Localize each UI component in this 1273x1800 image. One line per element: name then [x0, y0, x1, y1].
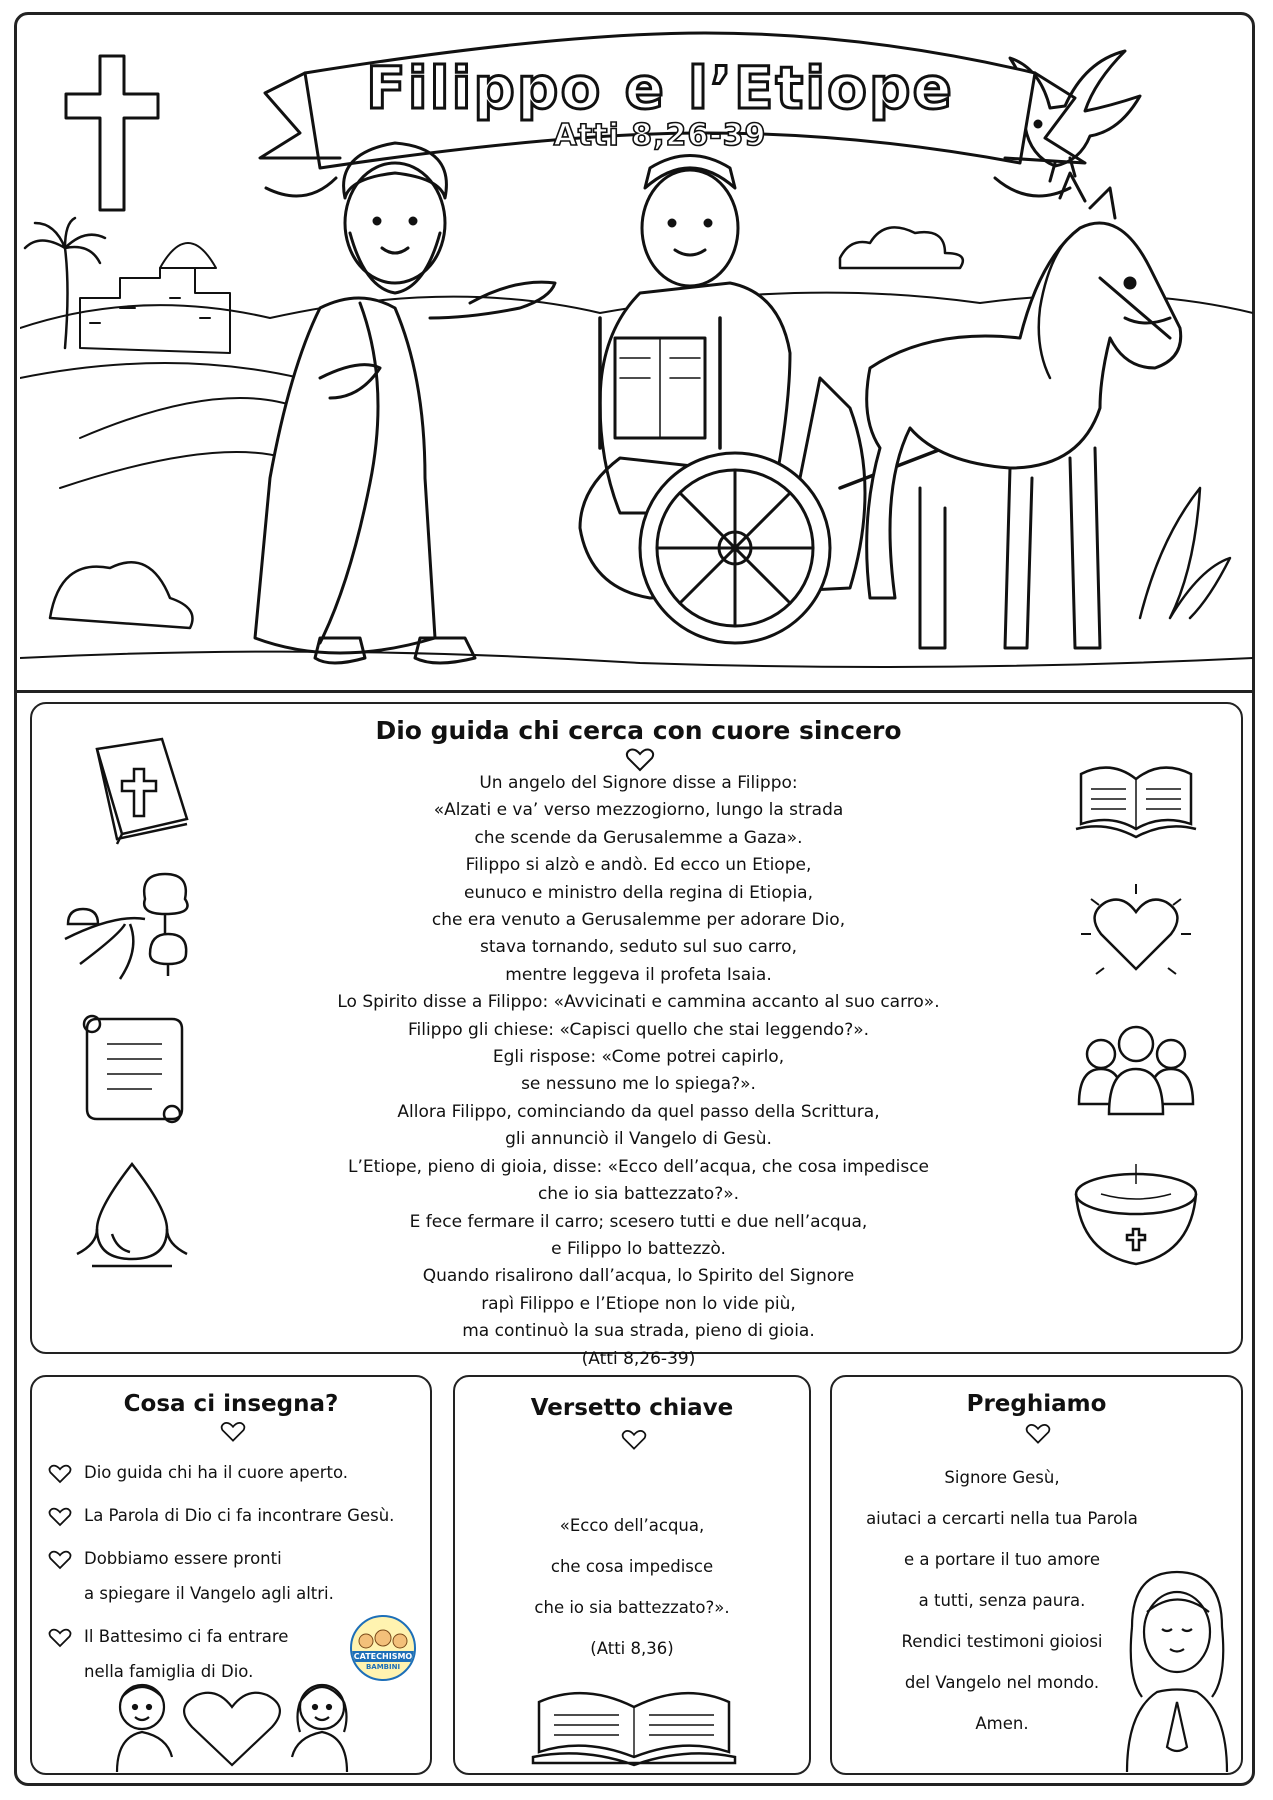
prayer-line: Signore Gesù,	[944, 1468, 1060, 1487]
list-item-text: Dobbiamo essere pronti	[84, 1549, 282, 1568]
story-line: Allora Filippo, cominciando da quel passo della Scrittura,	[397, 1101, 880, 1122]
prayer-line: Rendici testimoni gioiosi	[901, 1632, 1103, 1651]
key-verse-card	[453, 1375, 811, 1775]
list-item-text: a spiegare il Vangelo agli altri.	[84, 1584, 334, 1603]
heart-bullet-icon	[48, 1550, 72, 1570]
heart-bullet-icon	[48, 1464, 72, 1484]
story-line: Filippo gli chiese: «Capisci quello che stai leggendo?».	[407, 1019, 870, 1040]
key-verse-title: Versetto chiave	[530, 1395, 734, 1421]
praying-girl-drawing	[1112, 1567, 1237, 1772]
list-item-text: Dio guida chi ha il cuore aperto.	[84, 1463, 349, 1482]
path-landscape-icon	[60, 869, 190, 989]
story-line: mentre leggeva il profeta Isaia.	[505, 964, 772, 985]
story-title: Dio guida chi cerca con cuore sincero	[375, 716, 902, 745]
heart-icon	[625, 748, 655, 772]
open-book-icon	[1071, 734, 1201, 854]
verse-line: «Ecco dell’acqua,	[559, 1516, 705, 1535]
logo-text: CATECHISMO	[353, 1652, 413, 1661]
water-drop-icon	[67, 1154, 197, 1274]
heart-icon	[621, 1429, 647, 1451]
prayer-line: e a portare il tuo amore	[903, 1550, 1101, 1569]
radiant-heart-icon	[1071, 874, 1201, 994]
heart-icon	[220, 1421, 246, 1443]
heart-icon	[1025, 1423, 1051, 1445]
story-line: stava tornando, seduto sul suo carro,	[480, 937, 797, 958]
story-line: L’Etiope, pieno di gioia, disse: «Ecco dell’acqua, che cosa impedisce	[347, 1156, 930, 1177]
prayer-card	[830, 1375, 1243, 1775]
verse-line: che io sia battezzato?».	[534, 1598, 730, 1617]
verse-line: che cosa impedisce	[550, 1557, 714, 1576]
story-line: Un angelo del Signore disse a Filippo:	[479, 773, 798, 793]
list-item	[48, 1455, 428, 1490]
list-item-text: Il Battesimo ci fa entrare	[84, 1627, 289, 1646]
lesson-card	[30, 1375, 432, 1775]
city-drawing	[80, 243, 230, 353]
story-line: E fece fermare il carro; scesero tutti e due nell’acqua,	[409, 1211, 868, 1232]
catechismo-logo	[350, 1615, 416, 1681]
story-line: gli annunciò il Vangelo di Gesù.	[505, 1129, 772, 1150]
bible-icon	[72, 729, 202, 849]
list-item	[48, 1541, 428, 1611]
key-verse-text	[455, 1505, 809, 1669]
list-item-text: La Parola di Dio ci fa incontrare Gesù.	[84, 1506, 395, 1525]
story-line: Quando risalirono dall’acqua, lo Spirito del Signore	[422, 1266, 855, 1287]
story-line: Lo Spirito disse a Filippo: «Avvicinati e cammina accanto al suo carro».	[337, 992, 940, 1013]
header-divider	[14, 690, 1255, 693]
logo-text: BAMBINI	[365, 1663, 401, 1671]
story-line: se nessuno me lo spiega?».	[521, 1074, 756, 1095]
title-reference: Atti 8,26-39	[553, 118, 767, 153]
story-line: rapì Filippo e l’Etiope non lo vide più,	[481, 1293, 796, 1314]
philip-figure	[255, 143, 555, 663]
heart-bullet-icon	[48, 1628, 72, 1648]
prayer-line: aiutaci a cercarti nella tua Parola	[866, 1509, 1138, 1528]
story-line: ma continuò la sua strada, pieno di gioia.	[462, 1321, 815, 1342]
prayer-line: Amen.	[975, 1714, 1029, 1733]
verse-reference: (Atti 8,36)	[590, 1639, 674, 1658]
story-reference: (Atti 8,26-39)	[581, 1348, 696, 1369]
list-item	[48, 1498, 428, 1533]
open-book-icon	[529, 1677, 739, 1767]
story-text	[262, 770, 1015, 1373]
story-line: Egli rispose: «Come potrei capirlo,	[492, 1047, 785, 1068]
story-line: che era venuto a Gerusalemme per adorare Dio,	[431, 910, 846, 931]
people-group-icon	[1071, 1009, 1201, 1129]
cross-icon	[66, 56, 158, 210]
header-illustration	[20, 18, 1253, 693]
baptismal-font-icon	[1071, 1159, 1201, 1279]
story-line: che io sia battezzato?».	[537, 1184, 740, 1205]
prayer-line: del Vangelo nel mondo.	[904, 1673, 1100, 1692]
scroll-icon	[67, 1009, 197, 1129]
heart-bullet-icon	[48, 1507, 72, 1527]
children-with-heart-drawing	[102, 1677, 362, 1772]
story-line: e Filippo lo battezzò.	[551, 1238, 726, 1259]
story-line: eunuco e ministro della regina di Etiopia,	[463, 882, 813, 903]
story-box	[30, 702, 1243, 1369]
page-title: Filippo e l’Etiope	[366, 54, 954, 122]
story-line: Filippo si alzò e andò. Ed ecco un Etiope,	[465, 855, 812, 876]
lesson-title: Cosa ci insegna?	[123, 1391, 339, 1417]
story-line: che scende da Gerusalemme a Gaza».	[474, 827, 803, 848]
prayer-title: Preghiamo	[966, 1391, 1107, 1417]
list-item-text: nella famiglia di Dio.	[84, 1662, 254, 1681]
horse-figure	[867, 173, 1181, 648]
palm-tree	[25, 218, 105, 348]
story-line: «Alzati e va’ verso mezzogiorno, lungo la strada	[433, 800, 844, 821]
prayer-line: a tutti, senza paura.	[918, 1591, 1086, 1610]
